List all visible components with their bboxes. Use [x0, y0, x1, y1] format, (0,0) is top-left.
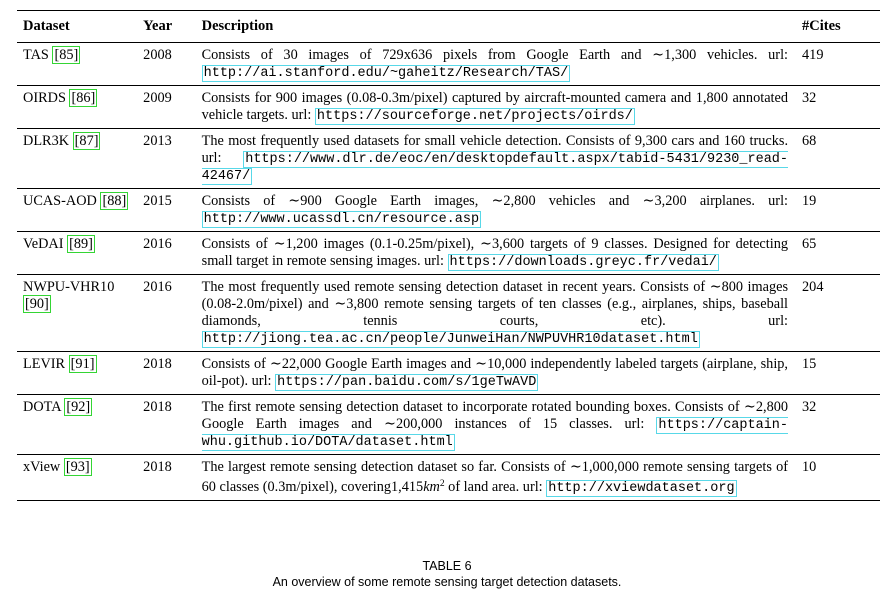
dataset-url-link[interactable]: https://www.dlr.de/eoc/en/desktopdefault.aspx/tabid-5431/9230_read-42467/ [201, 152, 789, 184]
dataset-name: DLR3K [23, 133, 70, 149]
dataset-name: xView [23, 459, 61, 475]
description-cell [202, 43, 788, 86]
description-text: Consists of 30 images of 729x636 pixels from Google Earth and ∼1,300 vehicles. url: [201, 47, 789, 63]
year-cell: 2013 [143, 129, 201, 189]
dataset-name: NWPU-VHR10 [23, 279, 115, 295]
dataset-cell [17, 86, 143, 129]
unit-exponent: 2 [439, 479, 445, 489]
description-cell [202, 455, 788, 501]
dataset-cell [17, 232, 143, 275]
dataset-name: LEVIR [23, 356, 66, 372]
citation-link[interactable]: [92] [66, 399, 91, 415]
year-cell: 2009 [143, 86, 201, 129]
dataset-name: VeDAI [23, 236, 64, 252]
description-text: Consists of ∼1,200 images (0.1-0.25m/pixel), ∼3,600 targets of 9 classes. Designed for detecting small target in remote sensing images. url: [201, 236, 789, 269]
description-text: Consists of ∼22,000 Google Earth images and ∼10,000 independently labeled targets (airplane, ship, oil-pot). url: [201, 356, 789, 389]
dataset-cell [17, 189, 143, 232]
dataset-url-link[interactable]: https://downloads.greyc.fr/vedai/ [449, 255, 717, 270]
cites-cell: 15 [788, 352, 880, 395]
dataset-url-link[interactable]: http://ai.stanford.edu/~gaheitz/Research/TAS/ [203, 66, 569, 81]
description-cell [202, 395, 788, 455]
table-row [17, 43, 880, 86]
description-cell [202, 189, 788, 232]
description-text: The first remote sensing detection dataset to incorporate rotated bounding boxes. Consists of ∼2,800 Google Earth images and ∼200,000 instances of 15 classes. url: [201, 399, 789, 432]
cites-cell: 19 [788, 189, 880, 232]
citation-link[interactable]: [87] [74, 133, 99, 149]
year-cell: 2018 [143, 455, 201, 501]
description-cell [202, 352, 788, 395]
table-row [17, 352, 880, 395]
description-cell [202, 129, 788, 189]
header-description: Description [202, 11, 788, 43]
dataset-cell [17, 43, 143, 86]
description-cell [202, 275, 788, 352]
description-text-end: of land area. url: [444, 479, 543, 495]
description-cell [202, 86, 788, 129]
table-row [17, 232, 880, 275]
description-text: Consists for 900 images (0.08-0.3m/pixel) captured by aircraft-mounted camera and 1,800 annotated vehicle targets. url: [201, 90, 789, 123]
citation-link[interactable]: [85] [54, 47, 79, 63]
year-cell: 2016 [143, 275, 201, 352]
cites-cell: 204 [788, 275, 880, 352]
citation-link[interactable]: [88] [102, 193, 127, 209]
dataset-url-link[interactable]: http://jiong.tea.ac.cn/people/JunweiHan/NWPUVHR10dataset.html [203, 332, 698, 347]
year-cell: 2008 [143, 43, 201, 86]
description-text: The most frequently used datasets for small vehicle detection. Consists of 9,300 cars and 160 trucks. url: [201, 133, 789, 166]
dataset-cell [17, 129, 143, 189]
description-cell [202, 232, 788, 275]
table-row [17, 129, 880, 189]
dataset-url-link[interactable]: http://xviewdataset.org [548, 481, 735, 496]
cites-cell: 68 [788, 129, 880, 189]
table-caption-text: An overview of some remote sensing target detection datasets. [272, 575, 622, 589]
unit-km: km [423, 479, 440, 495]
cites-cell: 419 [788, 43, 880, 86]
citation-link[interactable]: [91] [70, 356, 95, 372]
dataset-name: OIRDS [23, 90, 66, 106]
dataset-name: UCAS-AOD [23, 193, 97, 209]
description-text: Consists of ∼900 Google Earth images, ∼2,800 vehicles and ∼3,200 airplanes. url: [201, 193, 789, 209]
citation-link[interactable]: [90] [25, 296, 49, 312]
dataset-url-link[interactable]: https://sourceforge.net/projects/oirds/ [316, 109, 633, 124]
year-cell: 2016 [143, 232, 201, 275]
header-cites: #Cites [788, 11, 880, 43]
dataset-url-link[interactable]: https://pan.baidu.com/s/1geTwAVD [277, 375, 537, 390]
dataset-cell [17, 395, 143, 455]
table-header-row [17, 11, 880, 43]
table-row [17, 395, 880, 455]
cites-cell: 10 [788, 455, 880, 501]
dataset-url-link[interactable]: http://www.ucassdl.cn/resource.asp [203, 212, 480, 227]
citation-link[interactable]: [93] [65, 459, 90, 475]
citation-link[interactable]: [86] [71, 90, 96, 106]
header-dataset: Dataset [17, 11, 143, 43]
dataset-cell [17, 275, 143, 352]
cites-cell: 32 [788, 395, 880, 455]
table-row [17, 275, 880, 352]
citation-link[interactable]: [89] [69, 236, 93, 252]
dataset-name: TAS [23, 47, 49, 63]
description-text: The largest remote sensing detection dataset so far. Consists of ∼1,000,000 remote sensing targets of 60 classes (0.3m/pixel), covering1,415 [201, 459, 789, 495]
dataset-url-link[interactable]: https://captain-whu.github.io/DOTA/dataset.html [201, 418, 789, 450]
table-row [17, 86, 880, 129]
dataset-cell [17, 352, 143, 395]
header-year: Year [143, 11, 201, 43]
dataset-name: DOTA [23, 399, 61, 415]
cites-cell: 65 [788, 232, 880, 275]
table-caption-number: TABLE 6 [422, 559, 472, 573]
description-text: The most frequently used remote sensing detection dataset in recent years. Consists of ∼800 images (0.08-2.0m/pixel) and ∼3,800 remote sensing targets of ten classes (e.g., airplanes, ships, baseball diamonds, tennis courts, etc). url: [201, 279, 789, 329]
dataset-cell [17, 455, 143, 501]
table-row [17, 455, 880, 501]
table-row [17, 189, 880, 232]
year-cell: 2018 [143, 395, 201, 455]
datasets-table [17, 10, 880, 501]
year-cell: 2015 [143, 189, 201, 232]
year-cell: 2018 [143, 352, 201, 395]
cites-cell: 32 [788, 86, 880, 129]
